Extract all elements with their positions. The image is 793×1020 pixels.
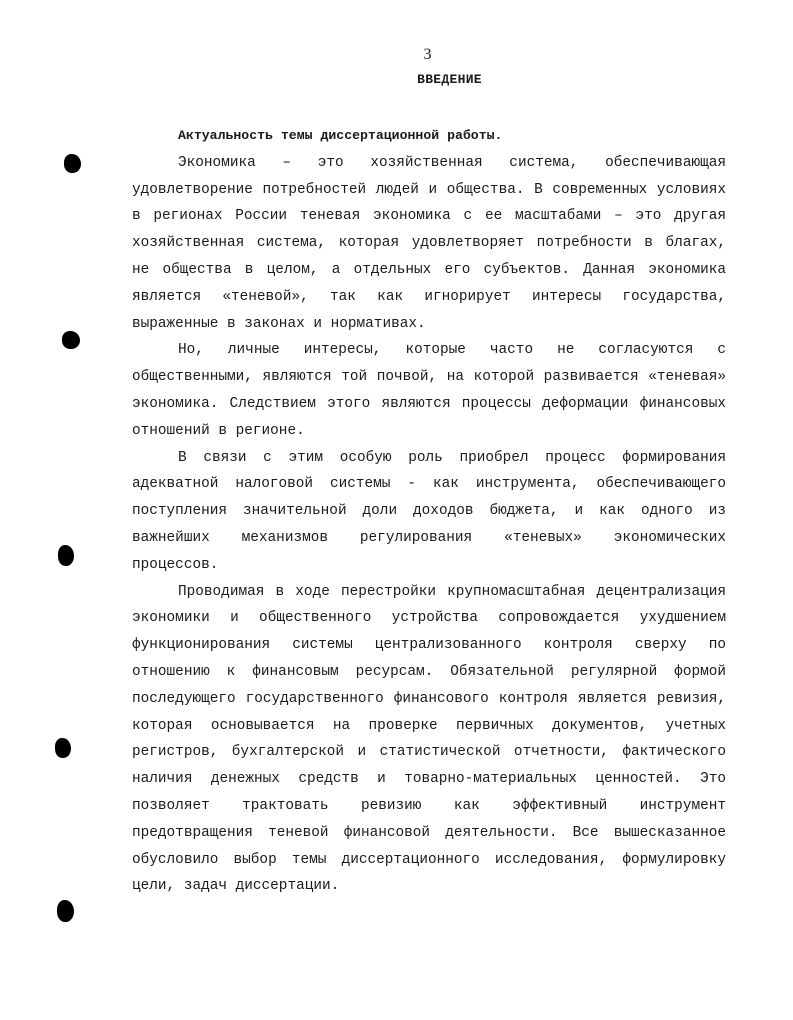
body-text xyxy=(132,123,726,900)
paragraph: Проводимая в ходе перестройки крупномасштабная децентрализация экономики и общественного устройства сопровождается ухудшением функционирования системы централизованного контроля сверху по отношению к финансовым ресурсам. Обязательной регулярной формой последующего государственного финансового контроля является ревизия, которая основывается на проверке первичных документов, учетных регистров, бухгалтерской и статистической отчетности, фактического наличия денежных средств и товарно-материальных ценностей. Это позволяет трактовать ревизию как эффективный инструмент предотвращения теневой финансовой деятельности. Все вышесказанное обусловило выбор темы диссертационного исследования, формулировку цели, задач диссертации. xyxy=(132,583,726,895)
page-number: 3 xyxy=(423,46,432,63)
punch-hole-mark xyxy=(64,154,81,173)
punch-hole-mark xyxy=(58,545,74,566)
section-heading: ВВЕДЕНИЕ xyxy=(417,72,482,87)
punch-hole-mark xyxy=(57,900,74,922)
paragraph: В связи с этим особую роль приобрел процесс формирования адекватной налоговой системы - как инструмента, обеспечивающего поступления значительной доли доходов бюджета, и как одного из важнейших механизмов регулирования «теневых» экономических процессов. xyxy=(132,449,726,573)
paragraph: Экономика – это хозяйственная система, обеспечивающая удовлетворение потребностей людей и общества. В современных условиях в регионах России теневая экономика с ее масштабами – это другая хозяйственная система, которая удовлетворяет потребности в благах, не общества в целом, а отдельных его субъектов. Данная экономика является «теневой», так как игнорирует интересы государства, выраженные в законах и нормативах. xyxy=(132,154,726,332)
section-title: Актуальность темы диссертационной работы. xyxy=(178,128,503,143)
punch-hole-mark xyxy=(62,331,80,349)
punch-hole-mark xyxy=(55,738,71,758)
paragraph: Но, личные интересы, которые часто не согласуются с общественными, являются той почвой, на которой развивается «теневая» экономика. Следствием этого являются процессы деформации финансовых отношений в регионе. xyxy=(132,342,726,439)
